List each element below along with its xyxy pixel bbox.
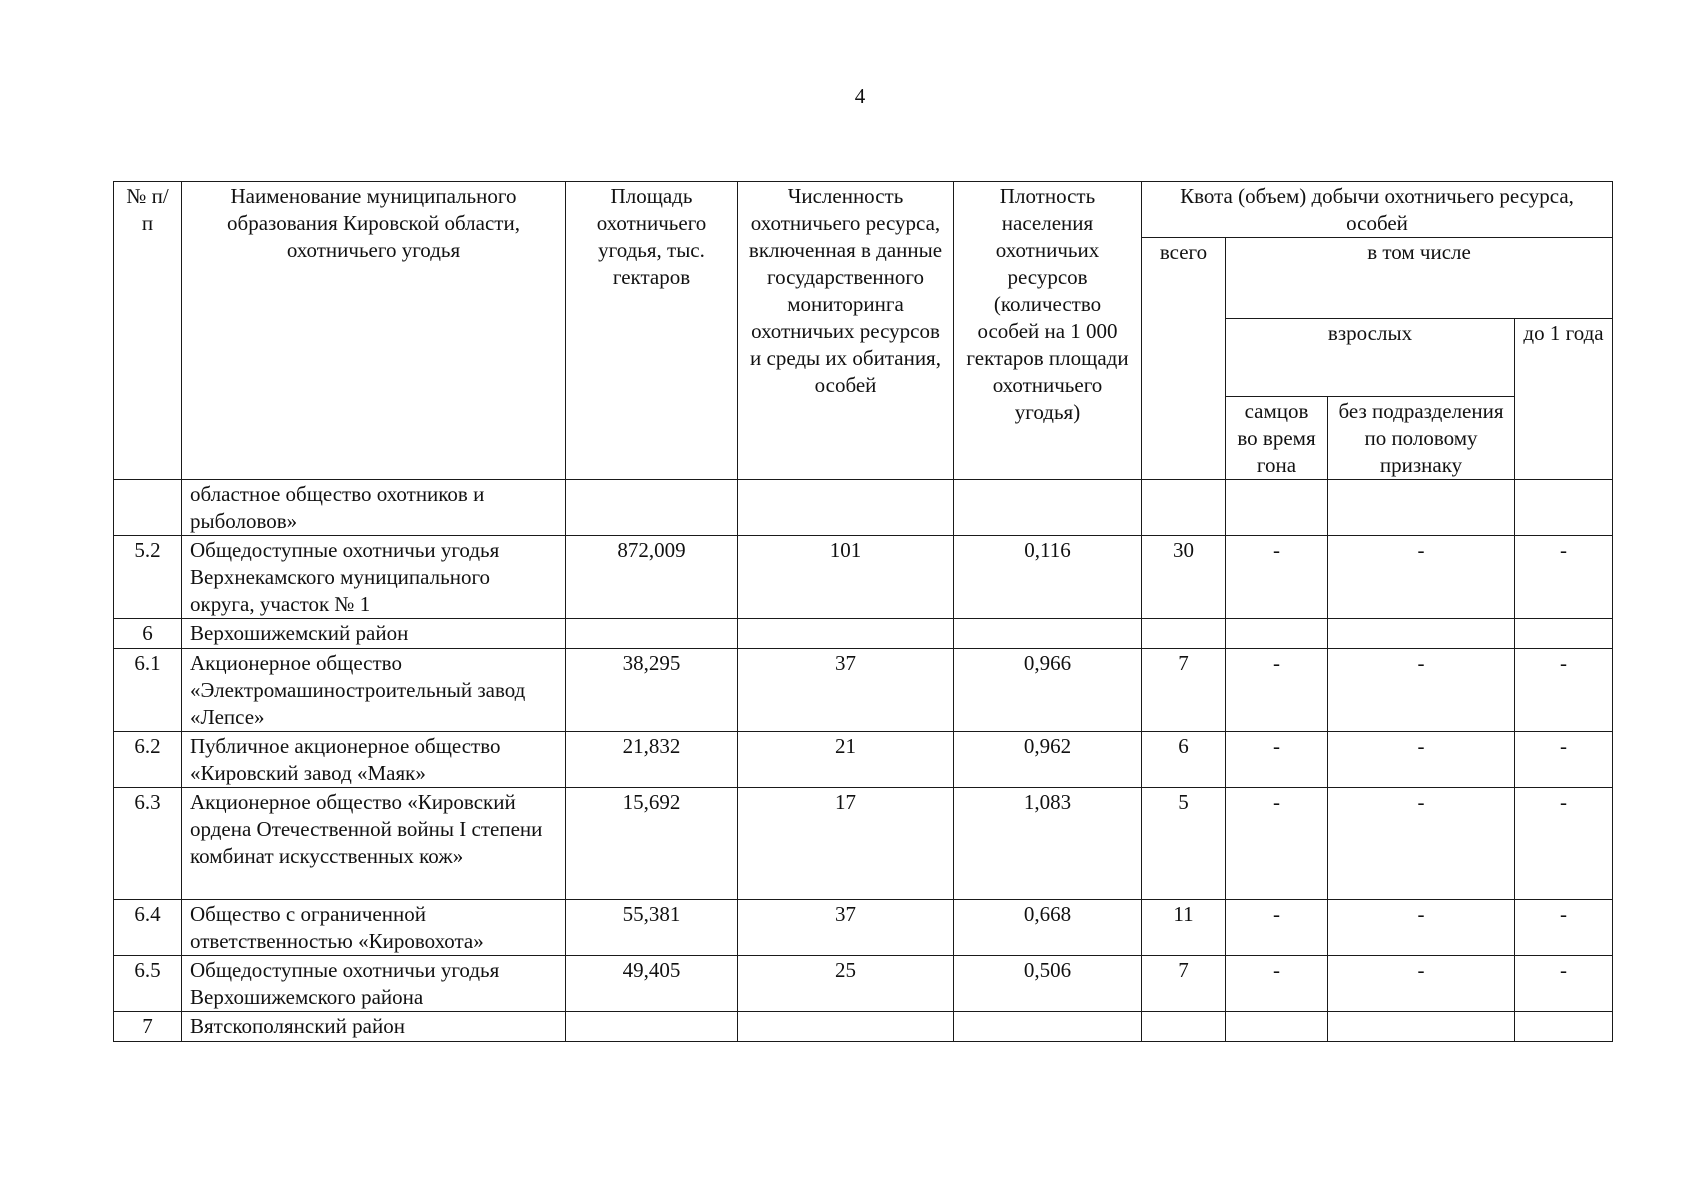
header-total: всего xyxy=(1142,238,1226,480)
row-number: 6.5 xyxy=(114,956,182,1012)
header-name: Наименование муниципального образования Кировской области, охотничьего угодья xyxy=(182,182,566,480)
hunting-quota-table xyxy=(113,181,1613,1042)
row-density: 0,966 xyxy=(954,649,1142,732)
row-population xyxy=(738,480,954,536)
row-area: 15,692 xyxy=(566,788,738,900)
header-males-rut: самцов во время гона xyxy=(1226,397,1328,480)
row-total xyxy=(1142,619,1226,649)
table-row xyxy=(114,536,1613,619)
row-under-one xyxy=(1515,1012,1613,1042)
row-number xyxy=(114,480,182,536)
row-population xyxy=(738,1012,954,1042)
row-density: 0,506 xyxy=(954,956,1142,1012)
row-no-split: - xyxy=(1328,788,1515,900)
row-population: 37 xyxy=(738,900,954,956)
row-density: 0,116 xyxy=(954,536,1142,619)
row-density xyxy=(954,480,1142,536)
table-row xyxy=(114,649,1613,732)
row-area xyxy=(566,480,738,536)
row-population xyxy=(738,619,954,649)
row-number: 6.4 xyxy=(114,900,182,956)
header-under-one-year: до 1 года xyxy=(1515,318,1613,480)
page-number: 4 xyxy=(854,84,866,108)
table-row xyxy=(114,1012,1613,1042)
row-name: Общество с ограниченной ответственностью «Кировохота» xyxy=(182,900,566,956)
row-name: Общедоступные охотничьи угодья Верхошижемского района xyxy=(182,956,566,1012)
row-population: 101 xyxy=(738,536,954,619)
row-total: 30 xyxy=(1142,536,1226,619)
row-males: - xyxy=(1226,536,1328,619)
row-under-one xyxy=(1515,619,1613,649)
header-including: в том числе xyxy=(1226,238,1613,319)
row-males: - xyxy=(1226,956,1328,1012)
row-no-split xyxy=(1328,619,1515,649)
header-population: Численность охотничьего ресурса, включенная в данные государственного мониторинга охотничьих ресурсов и среды их обитания, особей xyxy=(738,182,954,480)
table-row xyxy=(114,480,1613,536)
row-under-one: - xyxy=(1515,900,1613,956)
row-number: 6.1 xyxy=(114,649,182,732)
row-name: Вятскополянский район xyxy=(182,1012,566,1042)
row-total: 7 xyxy=(1142,649,1226,732)
row-area xyxy=(566,619,738,649)
row-density xyxy=(954,619,1142,649)
row-males: - xyxy=(1226,788,1328,900)
row-area: 55,381 xyxy=(566,900,738,956)
row-under-one: - xyxy=(1515,649,1613,732)
header-adults: взрослых xyxy=(1226,318,1515,397)
row-population: 21 xyxy=(738,732,954,788)
row-number: 5.2 xyxy=(114,536,182,619)
table-row xyxy=(114,619,1613,649)
row-area xyxy=(566,1012,738,1042)
row-males xyxy=(1226,619,1328,649)
row-population: 17 xyxy=(738,788,954,900)
row-name: Акционерное общество «Кировский ордена Отечественной войны I степени комбинат искусственных кож» xyxy=(182,788,566,900)
row-name: областное общество охотников и рыболовов» xyxy=(182,480,566,536)
row-name: Публичное акционерное общество «Кировский завод «Маяк» xyxy=(182,732,566,788)
row-no-split xyxy=(1328,1012,1515,1042)
table-row xyxy=(114,900,1613,956)
row-males xyxy=(1226,480,1328,536)
table-row xyxy=(114,732,1613,788)
row-density: 0,962 xyxy=(954,732,1142,788)
row-no-split: - xyxy=(1328,956,1515,1012)
row-density: 0,668 xyxy=(954,900,1142,956)
row-males: - xyxy=(1226,900,1328,956)
table-row xyxy=(114,956,1613,1012)
row-number: 6.2 xyxy=(114,732,182,788)
header-no-sex-split: без подразделения по половому признаку xyxy=(1328,397,1515,480)
row-no-split: - xyxy=(1328,536,1515,619)
row-no-split xyxy=(1328,480,1515,536)
row-number: 7 xyxy=(114,1012,182,1042)
row-no-split: - xyxy=(1328,900,1515,956)
row-name: Акционерное общество «Электромашиностроительный завод «Лепсе» xyxy=(182,649,566,732)
row-males: - xyxy=(1226,649,1328,732)
row-under-one: - xyxy=(1515,788,1613,900)
row-population: 25 xyxy=(738,956,954,1012)
row-population: 37 xyxy=(738,649,954,732)
row-males xyxy=(1226,1012,1328,1042)
row-number: 6.3 xyxy=(114,788,182,900)
row-number: 6 xyxy=(114,619,182,649)
row-total: 5 xyxy=(1142,788,1226,900)
row-no-split: - xyxy=(1328,732,1515,788)
table-row xyxy=(114,788,1613,900)
row-total xyxy=(1142,1012,1226,1042)
header-quota: Квота (объем) добычи охотничьего ресурса, особей xyxy=(1142,182,1613,238)
row-under-one: - xyxy=(1515,732,1613,788)
row-under-one xyxy=(1515,480,1613,536)
row-name: Верхошижемский район xyxy=(182,619,566,649)
row-total: 11 xyxy=(1142,900,1226,956)
row-density: 1,083 xyxy=(954,788,1142,900)
row-males: - xyxy=(1226,732,1328,788)
row-area: 872,009 xyxy=(566,536,738,619)
row-area: 21,832 xyxy=(566,732,738,788)
row-area: 49,405 xyxy=(566,956,738,1012)
row-total: 7 xyxy=(1142,956,1226,1012)
row-total: 6 xyxy=(1142,732,1226,788)
row-area: 38,295 xyxy=(566,649,738,732)
row-density xyxy=(954,1012,1142,1042)
row-under-one: - xyxy=(1515,956,1613,1012)
row-under-one: - xyxy=(1515,536,1613,619)
header-number: № п/п xyxy=(114,182,182,480)
row-name: Общедоступные охотничьи угодья Верхнекамского муниципального округа, участок № 1 xyxy=(182,536,566,619)
row-total xyxy=(1142,480,1226,536)
header-density: Плотность населения охотничьих ресурсов (количество особей на 1 000 гектаров площади охотничьего угодья) xyxy=(954,182,1142,480)
header-area: Площадь охотничьего угодья, тыс. гектаров xyxy=(566,182,738,480)
row-no-split: - xyxy=(1328,649,1515,732)
